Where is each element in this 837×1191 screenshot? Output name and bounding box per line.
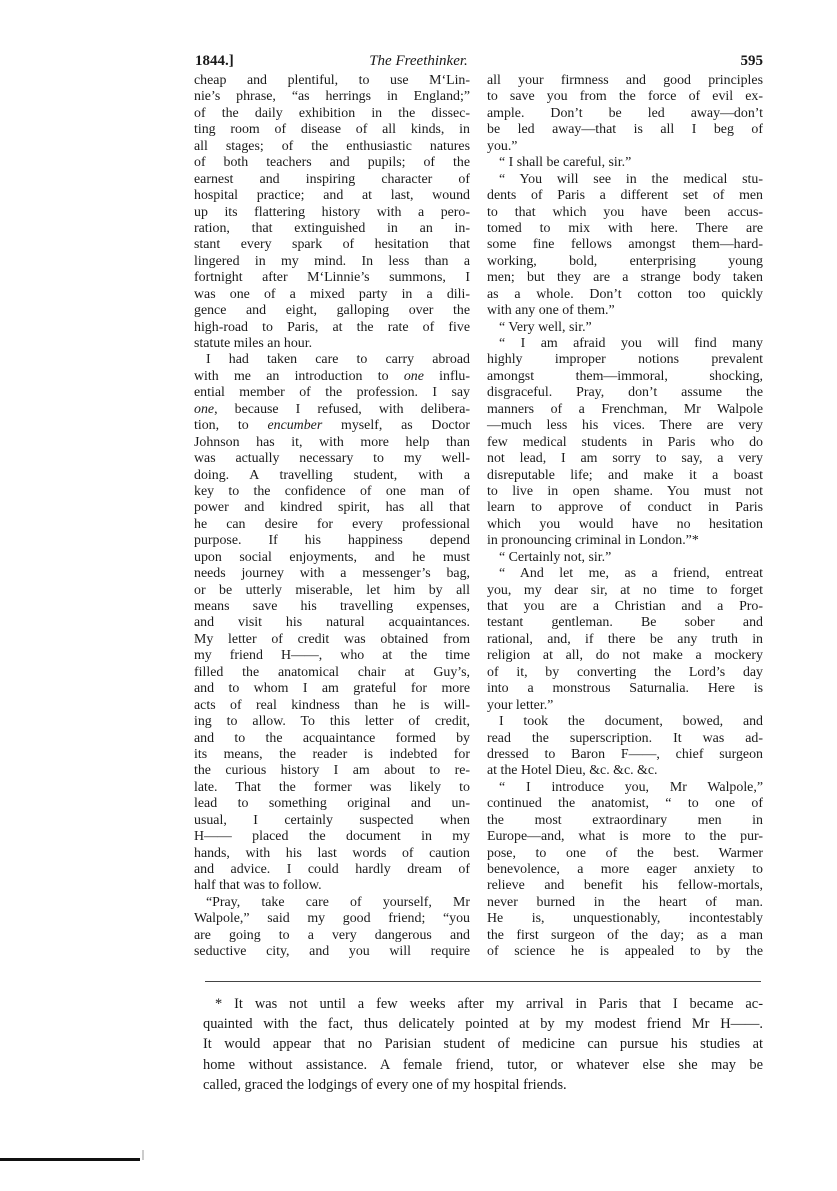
text-line — [194, 435, 470, 451]
text-line — [203, 1014, 763, 1034]
text-line — [194, 254, 470, 270]
text-segment: dents of Paris a different set of men — [487, 188, 763, 204]
text-segment: “ Certainly not, sir.” — [499, 549, 612, 565]
text-line — [194, 813, 470, 829]
text-segment: read the superscription. It was ad- — [487, 730, 763, 746]
scan-artifact-smudge — [128, 1150, 144, 1160]
right-text-column — [487, 73, 763, 961]
text-segment: “ I introduce you, Mr Walpole,” — [499, 779, 763, 795]
text-segment: fortnight after M‘Linnie’s summons, I — [194, 270, 470, 286]
text-segment: highly improper notions prevalent — [487, 352, 763, 368]
text-line — [194, 878, 470, 894]
text-segment: myself, as Doctor — [322, 418, 470, 434]
text-segment: half that was to follow. — [194, 878, 322, 894]
text-line — [194, 270, 470, 286]
text-segment: * It was not until a few weeks after my arrival in Paris that I became ac- — [215, 996, 763, 1012]
text-line — [487, 681, 763, 697]
text-line — [487, 714, 763, 730]
text-line — [487, 287, 763, 303]
text-segment: —much less his vices. There are very — [487, 418, 763, 434]
text-line — [487, 205, 763, 221]
text-segment: of science he is appealed to by the — [487, 944, 763, 960]
text-segment: you.” — [487, 138, 518, 154]
text-segment: ting room of disease of all kinds, in — [194, 122, 470, 138]
text-line — [487, 385, 763, 401]
text-segment: up its flattering history with a pero- — [194, 204, 470, 220]
text-line — [194, 615, 470, 631]
text-line — [194, 303, 470, 319]
text-segment: ration, that extinguished in an in- — [194, 220, 470, 236]
text-segment: “ I am afraid you will find many — [499, 336, 763, 351]
text-segment: “ I shall be careful, sir.” — [499, 155, 632, 171]
text-line — [487, 550, 763, 566]
text-line — [194, 336, 470, 352]
text-segment: ential member of the profession. I say — [194, 385, 470, 401]
text-line — [487, 698, 763, 714]
text-segment: My letter of credit was obtained from — [194, 631, 470, 647]
text-segment: continued the anatomist, “ to one of — [487, 796, 763, 812]
footnote-divider — [205, 981, 761, 982]
page-number: 595 — [740, 53, 763, 69]
text-line — [487, 73, 763, 89]
text-line — [194, 287, 470, 303]
text-segment: that you are a Christian and a Pro- — [487, 599, 763, 614]
text-line — [487, 451, 763, 467]
text-line — [194, 122, 470, 138]
text-line — [487, 270, 763, 286]
text-segment: you, my dear sir, at no time to forget — [487, 582, 763, 598]
text-segment: in pronouncing criminal in London.”* — [487, 533, 699, 549]
text-line — [194, 155, 470, 171]
text-line — [487, 500, 763, 516]
text-segment: quainted with the fact, thus delicately pointed at by my modest friend Mr H——. — [203, 1016, 763, 1033]
text-line — [487, 911, 763, 927]
text-line — [203, 1075, 763, 1095]
text-segment: to that which you have been accus- — [487, 204, 763, 220]
scan-artifact-line — [0, 1158, 140, 1161]
text-segment: and visit his natural acquaintances. — [194, 615, 470, 631]
text-segment: earnest and inspiring character of — [194, 171, 470, 187]
text-line — [487, 221, 763, 237]
text-segment: rational, and, if there be any truth in — [487, 631, 763, 647]
text-line — [487, 237, 763, 253]
text-line — [487, 172, 763, 188]
text-line — [487, 878, 763, 894]
text-line — [194, 846, 470, 862]
text-segment: my friend H——, who at the time — [194, 648, 470, 664]
text-line — [194, 237, 470, 253]
text-line — [487, 665, 763, 681]
text-segment: with me an introduction to — [194, 368, 404, 384]
text-line — [487, 583, 763, 599]
text-line — [194, 320, 470, 336]
text-line — [194, 89, 470, 105]
italic-text: encumber — [267, 418, 323, 434]
text-segment: “ And let me, as a friend, entreat — [499, 566, 763, 582]
text-segment: usual, I certainly suspected when — [194, 812, 470, 828]
text-line — [487, 632, 763, 648]
text-segment: all stages; of the enthusiastic natures — [194, 138, 470, 154]
text-segment: as a whole. Don’t cotton too quickly — [487, 286, 763, 302]
running-head-title: The Freethinker. — [369, 53, 468, 69]
text-line — [194, 632, 470, 648]
text-line — [487, 254, 763, 270]
text-line — [487, 846, 763, 862]
text-line — [487, 435, 763, 451]
text-segment: disgraceful. Pray, don’t assume the — [487, 385, 763, 401]
footnote — [203, 994, 763, 1095]
text-line — [487, 336, 763, 352]
text-segment: few medical students in Paris who do — [487, 434, 763, 450]
text-segment: and advice. I could hardly dream of — [194, 862, 470, 877]
text-line — [194, 550, 470, 566]
text-segment: of it, by converting the Lord’s day — [487, 664, 763, 680]
text-segment: home without assistance. A female friend, tutor, or whatever else she may be — [203, 1056, 763, 1073]
text-line — [194, 862, 470, 878]
text-segment: I took the document, bowed, and — [499, 714, 763, 730]
text-segment: seductive city, and you will require — [194, 944, 470, 960]
text-line — [487, 944, 763, 960]
text-segment: It would appear that no Parisian student of medicine can pursue his studies at — [203, 1036, 763, 1053]
text-line — [194, 106, 470, 122]
text-segment: the first surgeon of the day; as a man — [487, 927, 763, 943]
text-segment: Walpole,” said my good friend; “you — [194, 911, 470, 927]
text-line — [194, 369, 470, 385]
text-segment: amongst them—immoral, shocking, — [487, 368, 763, 384]
text-line — [194, 517, 470, 533]
text-line — [194, 566, 470, 582]
text-line — [194, 747, 470, 763]
text-line — [194, 139, 470, 155]
text-line — [487, 780, 763, 796]
text-segment: purpose. If his happiness depend — [194, 533, 470, 549]
text-line — [194, 780, 470, 796]
text-line — [194, 468, 470, 484]
text-line — [487, 402, 763, 418]
text-segment: and to whom I am grateful for more — [194, 681, 470, 697]
text-line — [194, 928, 470, 944]
text-segment: hands, with his last words of caution — [194, 845, 470, 861]
text-segment: men; but they are a strange body taken — [487, 270, 763, 286]
text-segment: not lead, I am sorry to say, a very — [487, 451, 763, 467]
text-segment: never burned in the heart of man. — [487, 894, 763, 910]
text-segment: Europe—and, what is more to the pur- — [487, 829, 763, 845]
text-line — [194, 911, 470, 927]
text-line — [194, 731, 470, 747]
text-line — [487, 829, 763, 845]
text-line — [487, 895, 763, 911]
text-line — [487, 139, 763, 155]
text-line — [194, 533, 470, 549]
text-segment: its means, the reader is indebted for — [194, 746, 470, 762]
text-segment: manners of a Frenchman, Mr Walpole — [487, 401, 763, 417]
text-line — [194, 648, 470, 664]
text-line — [487, 615, 763, 631]
text-line — [203, 994, 763, 1014]
text-segment: learn to approve of conduct in Paris — [487, 500, 763, 516]
text-segment: he can desire for every professional — [194, 516, 470, 532]
text-segment: the curious history I am about to re- — [194, 763, 470, 779]
text-segment: was actually necessary to my well- — [194, 451, 470, 467]
text-segment: some fine fellows amongst them—hard- — [487, 237, 763, 253]
text-line — [194, 221, 470, 237]
text-segment: late. That the former was likely to — [194, 779, 470, 795]
text-segment: He is, unquestionably, incontestably — [487, 911, 763, 927]
text-segment: ample. Don’t be led away—don’t — [487, 105, 763, 121]
italic-text: one — [403, 368, 424, 384]
text-line — [194, 698, 470, 714]
text-line — [194, 451, 470, 467]
text-line — [194, 681, 470, 697]
text-line — [487, 731, 763, 747]
text-segment: was one of a mixed party in a dili- — [194, 286, 470, 302]
text-line — [194, 73, 470, 89]
text-segment: statute miles an hour. — [194, 336, 313, 351]
text-segment: your letter.” — [487, 697, 554, 713]
text-segment: tion, to — [194, 418, 268, 434]
text-segment: lead to something original and un- — [194, 796, 470, 812]
text-segment: to live in open shame. You must not — [487, 483, 763, 499]
text-segment: hospital practice; and at last, wound — [194, 188, 470, 204]
text-segment: filled the anatomical chair at Guy’s, — [194, 664, 470, 680]
text-segment: key to the confidence of one man of — [194, 483, 470, 499]
text-line — [487, 813, 763, 829]
text-line — [487, 122, 763, 138]
text-line — [487, 928, 763, 944]
text-segment: and to the acquaintance formed by — [194, 730, 470, 746]
text-segment: needs journey with a messenger’s bag, — [194, 566, 470, 582]
text-line — [487, 747, 763, 763]
text-line — [487, 369, 763, 385]
text-segment: of both teachers and pupils; of the — [194, 155, 470, 171]
text-segment: influ- — [423, 368, 470, 384]
text-line — [487, 517, 763, 533]
text-line — [487, 763, 763, 779]
text-segment: cheap and plentiful, to use M‘Lin- — [194, 73, 470, 88]
text-line — [194, 188, 470, 204]
running-head-year: 1844.] — [195, 53, 234, 69]
text-segment: at the Hotel Dieu, &c. &c. &c. — [487, 763, 658, 779]
text-segment: testant gentleman. Be sober and — [487, 615, 763, 631]
text-segment: of the daily exhibition in the dissec- — [194, 105, 470, 121]
text-segment: , because I refused, with delibera- — [214, 401, 470, 417]
text-line — [194, 583, 470, 599]
text-line — [194, 205, 470, 221]
text-line — [194, 599, 470, 615]
text-segment: “ Very well, sir.” — [499, 319, 592, 335]
text-segment: which you would have no hesitation — [487, 516, 763, 532]
text-line — [194, 172, 470, 188]
text-line — [487, 320, 763, 336]
text-line — [487, 418, 763, 434]
text-segment: working, bold, enterprising young — [487, 253, 763, 269]
text-line — [194, 714, 470, 730]
text-line — [487, 533, 763, 549]
text-segment: nie’s phrase, “as herrings in England;” — [194, 89, 470, 105]
text-segment: religion at all, do not make a mockery — [487, 648, 763, 664]
text-line — [194, 763, 470, 779]
text-line — [194, 796, 470, 812]
left-text-column — [194, 73, 470, 961]
text-line — [194, 484, 470, 500]
text-segment: all your firmness and good principles — [487, 73, 763, 88]
text-segment: called, graced the lodgings of every one of my hospital friends. — [203, 1076, 567, 1093]
text-segment: Johnson has it, with more help than — [194, 434, 470, 450]
text-segment: be led away—that is all I beg of — [487, 122, 763, 138]
text-segment: tomed to mix with here. There are — [487, 220, 763, 236]
text-segment: “ You will see in the medical stu- — [499, 171, 763, 187]
text-line — [487, 352, 763, 368]
text-segment: lingered in my mind. In less than a — [194, 253, 470, 269]
text-line — [487, 599, 763, 615]
text-segment: with any one of them.” — [487, 303, 615, 319]
text-segment: benevolence, a more eager anxiety to — [487, 862, 763, 877]
text-line — [487, 188, 763, 204]
text-segment: upon social enjoyments, and he must — [194, 549, 470, 565]
text-line — [487, 155, 763, 171]
text-line — [487, 303, 763, 319]
text-line — [203, 1055, 763, 1075]
text-line — [487, 862, 763, 878]
italic-text: one — [194, 401, 215, 417]
text-line — [194, 944, 470, 960]
text-line — [487, 106, 763, 122]
text-line — [487, 484, 763, 500]
text-line — [487, 796, 763, 812]
text-segment: high-road to Paris, at the rate of five — [194, 319, 470, 335]
text-segment: pose, to one of the best. Warmer — [487, 845, 763, 861]
text-segment: or be utterly miserable, let him by all — [194, 582, 470, 598]
text-segment: doing. A travelling student, with a — [194, 467, 470, 483]
text-segment: means save his travelling expenses, — [194, 599, 470, 614]
text-segment: acts of real kindness than he is will- — [194, 697, 470, 713]
text-line — [194, 418, 470, 434]
text-segment: into a monstrous Saturnalia. Here is — [487, 681, 763, 697]
text-segment: “Pray, take care of yourself, Mr — [206, 894, 470, 910]
text-line — [194, 665, 470, 681]
text-line — [194, 352, 470, 368]
text-line — [487, 566, 763, 582]
text-segment: power and kindred spirit, has all that — [194, 500, 470, 516]
text-line — [194, 895, 470, 911]
text-segment: disreputable life; and make it a boast — [487, 467, 763, 483]
text-segment: ing to allow. To this letter of credit, — [194, 714, 470, 730]
text-line — [203, 1034, 763, 1054]
text-segment: to save you from the force of evil ex- — [487, 89, 763, 105]
text-line — [194, 829, 470, 845]
text-segment: I had taken care to carry abroad — [206, 352, 470, 368]
text-segment: are going to a very dangerous and — [194, 927, 470, 943]
text-line — [487, 648, 763, 664]
text-line — [487, 89, 763, 105]
text-segment: stant every spark of hesitation that — [194, 237, 470, 253]
text-segment: the most extraordinary men in — [487, 812, 763, 828]
text-segment: relieve and benefit his fellow-mortals, — [487, 878, 763, 894]
text-line — [194, 385, 470, 401]
text-segment: H—— placed the document in my — [194, 829, 470, 845]
text-line — [194, 402, 470, 418]
text-line — [487, 468, 763, 484]
text-line — [194, 500, 470, 516]
text-segment: dressed to Baron F——, chief surgeon — [487, 746, 763, 762]
text-segment: gence and eight, galloping over the — [194, 303, 470, 319]
